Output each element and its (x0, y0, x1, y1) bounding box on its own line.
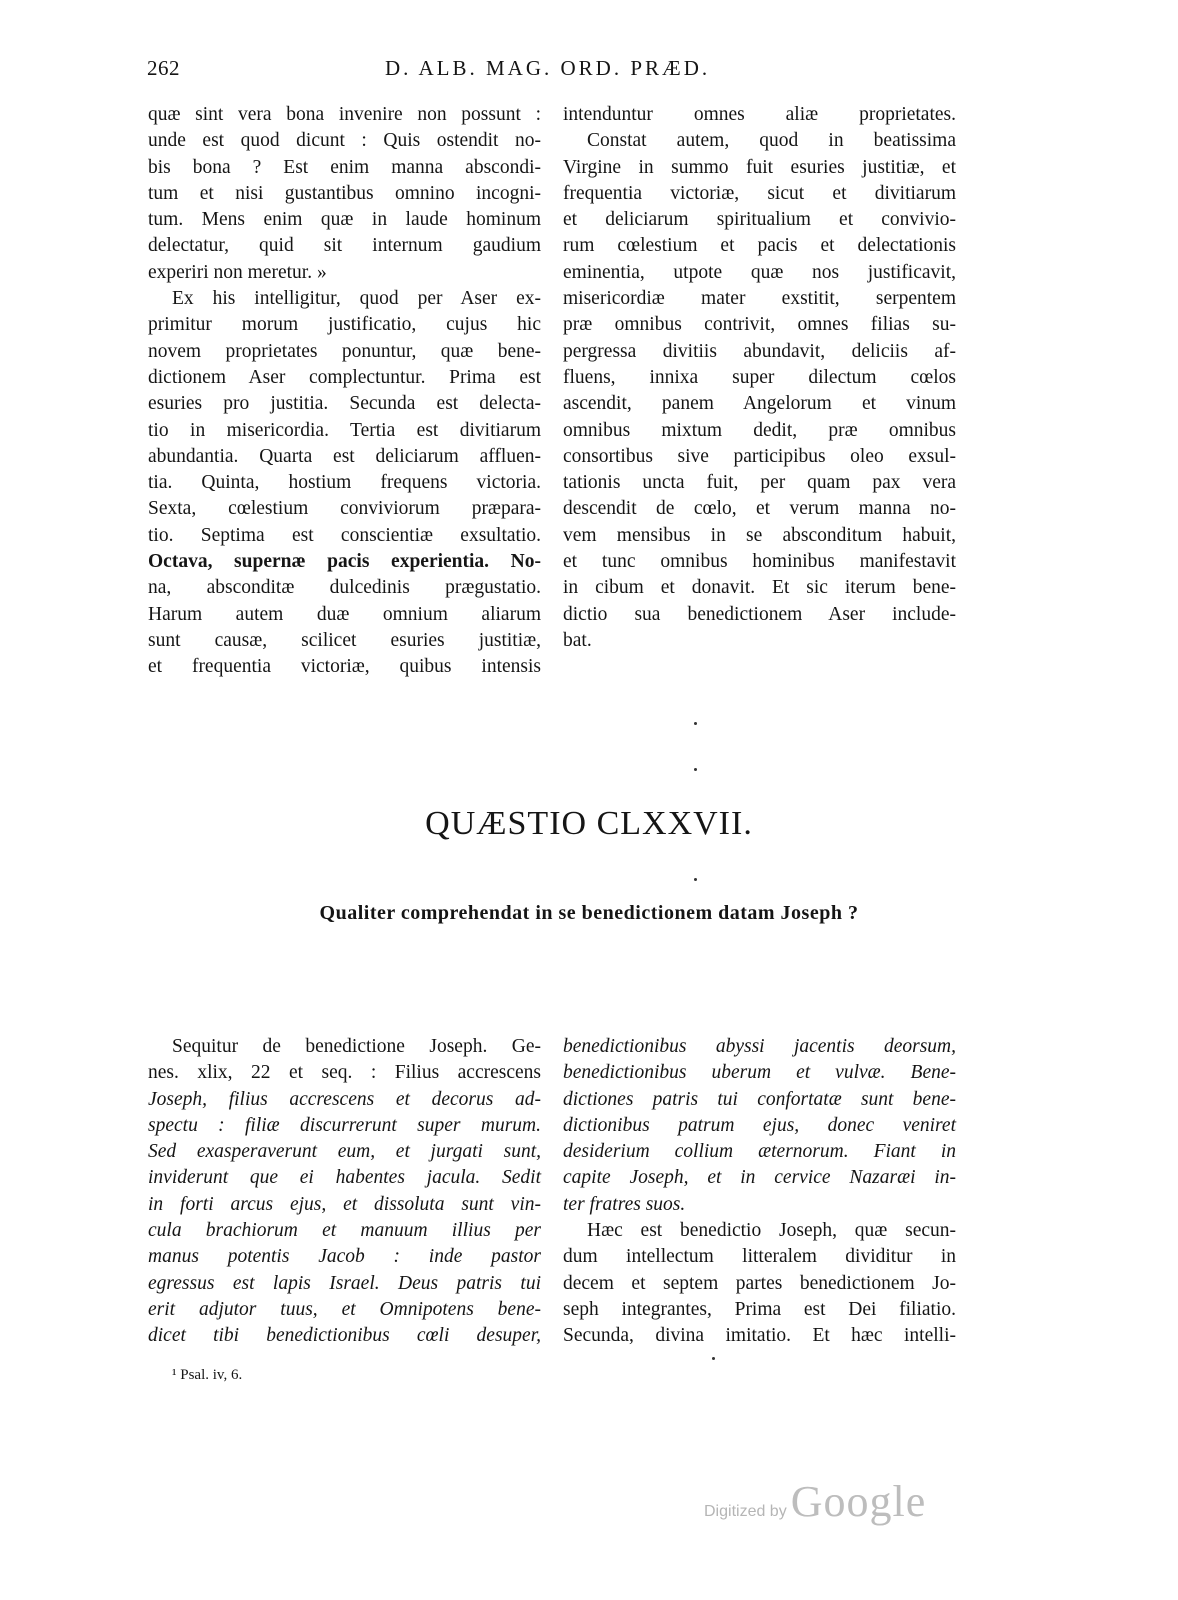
text-line: tum et nisi gustantibus omnino incogni- (148, 182, 541, 204)
text-line: decem et septem partes benedictionem Jo- (563, 1272, 956, 1294)
text-line: rum cœlestium et pacis et delectationis (563, 235, 956, 257)
text-line: Constat autem, quod in beatissima (587, 130, 956, 152)
text-line: novem proprietates ponuntur, quæ bene- (148, 340, 541, 362)
bottom-right-column (563, 1034, 956, 1350)
digitized-watermark (704, 1476, 926, 1527)
text-line: Sexta, cœlestium conviviorum præpara- (148, 498, 541, 520)
text-line: egressus est lapis Israel. Deus patris tui (148, 1272, 541, 1294)
text-line: seph integrantes, Prima est Dei filiatio. (563, 1298, 956, 1320)
scan-speck (694, 768, 697, 771)
text-line: Octava, supernæ pacis experientia. No- (148, 551, 541, 573)
text-line: pergressa divitiis abundavit, deliciis af- (563, 340, 956, 362)
text-line: benedictionibus abyssi jacentis deorsum, (563, 1036, 956, 1057)
text-line: unde est quod dicunt : Quis ostendit no- (148, 130, 541, 152)
text-line: primitur morum justificatio, cujus hic (148, 314, 541, 336)
text-line: tum. Mens enim quæ in laude hominum (148, 209, 541, 231)
text-line: dictiones patris tui confortatæ sunt bene- (563, 1088, 956, 1110)
text-line: cula brachiorum et manuum illius per (148, 1220, 541, 1242)
text-line: sunt causæ, scilicet esuries justitiæ, (148, 629, 541, 651)
bottom-left-column (148, 1034, 541, 1350)
text-line: et deliciarum spiritualium et convivio- (563, 209, 956, 231)
google-logo: Google (790, 1477, 927, 1526)
text-line: spectu : filiæ discurrerunt super murum. (148, 1114, 541, 1136)
text-line: experiri non meretur. » (148, 261, 327, 283)
text-line: inviderunt que ei habentes jacula. Sedit (148, 1167, 541, 1189)
text-line: eminentia, utpote quæ nos justificavit, (563, 261, 956, 283)
text-line: erit adjutor tuus, et Omnipotens bene- (148, 1298, 541, 1320)
page-number: 262 (147, 56, 180, 80)
text-line: Ex his intelligitur, quod per Aser ex- (172, 288, 541, 310)
text-line: Joseph, filius accrescens et decorus ad- (148, 1088, 541, 1110)
text-line: in cibum et donavit. Et sic iterum bene- (563, 577, 956, 599)
text-line: fluens, innixa super dilectum cœlos (563, 366, 956, 388)
text-line: esuries pro justitia. Secunda est delecta- (148, 393, 541, 415)
text-line: frequentia victoriæ, sicut et divitiarum (563, 182, 956, 204)
text-line: descendit de cœlo, et verum manna no- (563, 498, 956, 520)
text-line: intenduntur omnes aliæ proprietates. (563, 104, 956, 125)
text-line: tio. Septima est conscientiæ exsultatio. (148, 524, 541, 546)
text-line: et frequentia victoriæ, quibus intensis (148, 656, 541, 678)
footnote: ¹ Psal. iv, 6. (172, 1367, 243, 1383)
text-line: bat. (563, 629, 592, 651)
text-line: dictionem Aser complectuntur. Prima est (148, 366, 541, 388)
scan-speck (694, 878, 697, 881)
text-line: dictio sua benedictionem Aser include- (563, 603, 956, 625)
text-line: Harum autem duæ omnium aliarum (148, 603, 541, 625)
top-right-column (563, 102, 956, 654)
text-line: abundantia. Quarta est deliciarum affluen- (148, 445, 541, 467)
text-line: consortibus sive participibus oleo exsul- (563, 445, 956, 467)
text-line: ter fratres suos. (563, 1193, 686, 1215)
text-line: tia. Quinta, hostium frequens victoria. (148, 472, 541, 494)
scan-speck (712, 1357, 715, 1360)
text-line: tio in misericordia. Tertia est divitiarum (148, 419, 541, 441)
text-line: tationis uncta fuit, per quam pax vera (563, 472, 956, 494)
text-line: capite Joseph, et in cervice Nazaræi in- (563, 1167, 956, 1189)
text-line: in forti arcus ejus, et dissoluta sunt vin- (148, 1193, 541, 1215)
text-line: na, absconditæ dulcedinis prægustatio. (148, 577, 541, 599)
text-line: dum intellectum litteralem dividitur in (563, 1246, 956, 1268)
text-line: Secunda, divina imitatio. Et hæc intelli- (563, 1325, 956, 1347)
text-line: bis bona ? Est enim manna abscondi- (148, 156, 541, 178)
text-line: et tunc omnibus hominibus manifestavit (563, 551, 956, 573)
scan-speck (694, 722, 697, 725)
text-line: manus potentis Jacob : inde pastor (148, 1246, 541, 1268)
text-line: Hæc est benedictio Joseph, quæ secun- (587, 1220, 956, 1242)
text-line: desiderium collium æternorum. Fiant in (563, 1141, 956, 1163)
text-line: quæ sint vera bona invenire non possunt : (148, 104, 541, 125)
text-line: Sed exasperaverunt eum, et jurgati sunt, (148, 1141, 541, 1163)
question-title: QUÆSTIO CLXXVII. (425, 805, 753, 842)
text-line: Virgine in summo fuit esuries justitiæ, et (563, 156, 956, 178)
question-subtitle: Qualiter comprehendat in se benedictionem datam Joseph ? (319, 902, 859, 924)
running-title: D. ALB. MAG. ORD. PRÆD. (385, 56, 711, 80)
digitized-by-label: Digitized by (704, 1503, 787, 1520)
text-line: dictionibus patrum ejus, donec veniret (563, 1114, 956, 1136)
text-line: Sequitur de benedictione Joseph. Ge- (172, 1036, 541, 1057)
text-line: præ omnibus contrivit, omnes filias su- (563, 314, 956, 336)
text-line: omnibus mixtum dedit, præ omnibus (563, 419, 956, 441)
text-line: dicet tibi benedictionibus cœli desuper, (148, 1325, 541, 1347)
text-line: vem mensibus in se absconditum habuit, (563, 524, 956, 546)
text-line: nes. xlix, 22 et seq. : Filius accrescens (148, 1062, 541, 1084)
text-line: benedictionibus uberum et vulvæ. Bene- (563, 1062, 956, 1084)
text-line: misericordiæ mater exstitit, serpentem (563, 288, 956, 310)
top-left-column (148, 102, 541, 681)
text-line: ascendit, panem Angelorum et vinum (563, 393, 956, 415)
text-line: delectatur, quid sit internum gaudium (148, 235, 541, 257)
